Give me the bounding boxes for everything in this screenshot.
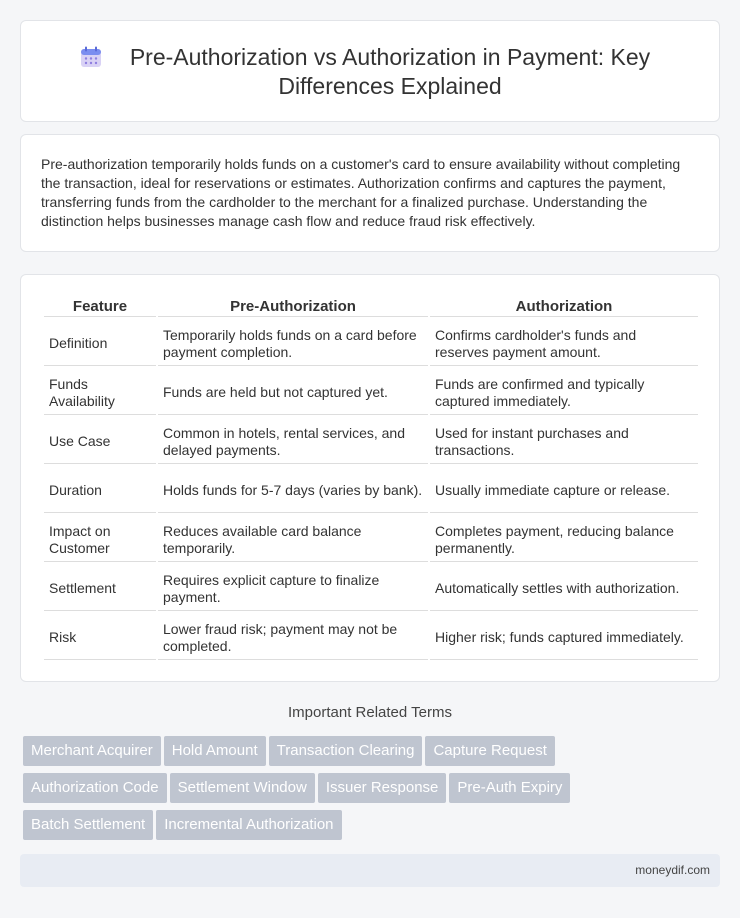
header-feature: Feature xyxy=(44,297,156,317)
row-pre-authorization: Reduces available card balance temporarily. xyxy=(158,515,428,562)
row-feature: Funds Availability xyxy=(44,368,156,415)
row-pre-authorization: Temporarily holds funds on a card before payment completion. xyxy=(158,319,428,366)
row-feature: Impact on Customer xyxy=(44,515,156,562)
intro-paragraph: Pre-authorization temporarily holds funds on a customer's card to ensure availability without completing the transaction, ideal for reservations or estimates. Authorization confirms and captures the payment, transferring funds from the cardholder to the merchant for a finalized purchase. Understanding the distinction helps businesses manage cash flow and reduce fraud risk effectively. xyxy=(41,156,681,229)
table-row xyxy=(44,417,698,464)
tag-incremental-authorization[interactable]: Incremental Authorization xyxy=(156,810,341,840)
row-authorization: Higher risk; funds captured immediately. xyxy=(430,613,698,660)
header-pre-authorization: Pre-Authorization xyxy=(158,297,428,317)
title-card xyxy=(20,20,720,122)
header-authorization: Authorization xyxy=(430,297,698,317)
tag-capture-request[interactable]: Capture Request xyxy=(425,736,554,766)
table-row xyxy=(44,368,698,415)
row-feature: Settlement xyxy=(44,564,156,611)
table-row xyxy=(44,564,698,611)
row-pre-authorization: Holds funds for 5-7 days (varies by bank). xyxy=(158,466,428,513)
table-row xyxy=(44,515,698,562)
page-title: Pre-Authorization vs Authorization in Payment: Key Differences Explained xyxy=(129,44,651,99)
table-header-row xyxy=(44,297,698,317)
related-terms-list xyxy=(23,736,713,847)
row-feature: Use Case xyxy=(44,417,156,464)
tag-transaction-clearing[interactable]: Transaction Clearing xyxy=(269,736,423,766)
footer xyxy=(20,854,720,887)
comparison-card xyxy=(20,274,720,682)
row-feature: Definition xyxy=(44,319,156,366)
footer-site[interactable]: moneydif.com xyxy=(635,863,710,877)
calendar-icon xyxy=(79,45,103,69)
tag-pre-auth-expiry[interactable]: Pre-Auth Expiry xyxy=(449,773,570,803)
row-pre-authorization: Funds are held but not captured yet. xyxy=(158,368,428,415)
tag-settlement-window[interactable]: Settlement Window xyxy=(170,773,315,803)
row-pre-authorization: Common in hotels, rental services, and delayed payments. xyxy=(158,417,428,464)
row-pre-authorization: Requires explicit capture to finalize payment. xyxy=(158,564,428,611)
tag-hold-amount[interactable]: Hold Amount xyxy=(164,736,266,766)
table-row xyxy=(44,613,698,660)
row-authorization: Confirms cardholder's funds and reserves payment amount. xyxy=(430,319,698,366)
row-authorization: Usually immediate capture or release. xyxy=(430,466,698,513)
row-authorization: Used for instant purchases and transactions. xyxy=(430,417,698,464)
comparison-table xyxy=(42,295,700,662)
title-wrap xyxy=(21,43,719,101)
row-authorization: Funds are confirmed and typically captured immediately. xyxy=(430,368,698,415)
row-authorization: Completes payment, reducing balance permanently. xyxy=(430,515,698,562)
tag-authorization-code[interactable]: Authorization Code xyxy=(23,773,167,803)
tag-batch-settlement[interactable]: Batch Settlement xyxy=(23,810,153,840)
table-row xyxy=(44,319,698,366)
row-authorization: Automatically settles with authorization. xyxy=(430,564,698,611)
intro-card xyxy=(20,134,720,252)
tag-merchant-acquirer[interactable]: Merchant Acquirer xyxy=(23,736,161,766)
related-terms-title: Important Related Terms xyxy=(288,704,452,721)
tag-issuer-response[interactable]: Issuer Response xyxy=(318,773,447,803)
row-feature: Duration xyxy=(44,466,156,513)
row-pre-authorization: Lower fraud risk; payment may not be completed. xyxy=(158,613,428,660)
table-row xyxy=(44,466,698,513)
row-feature: Risk xyxy=(44,613,156,660)
